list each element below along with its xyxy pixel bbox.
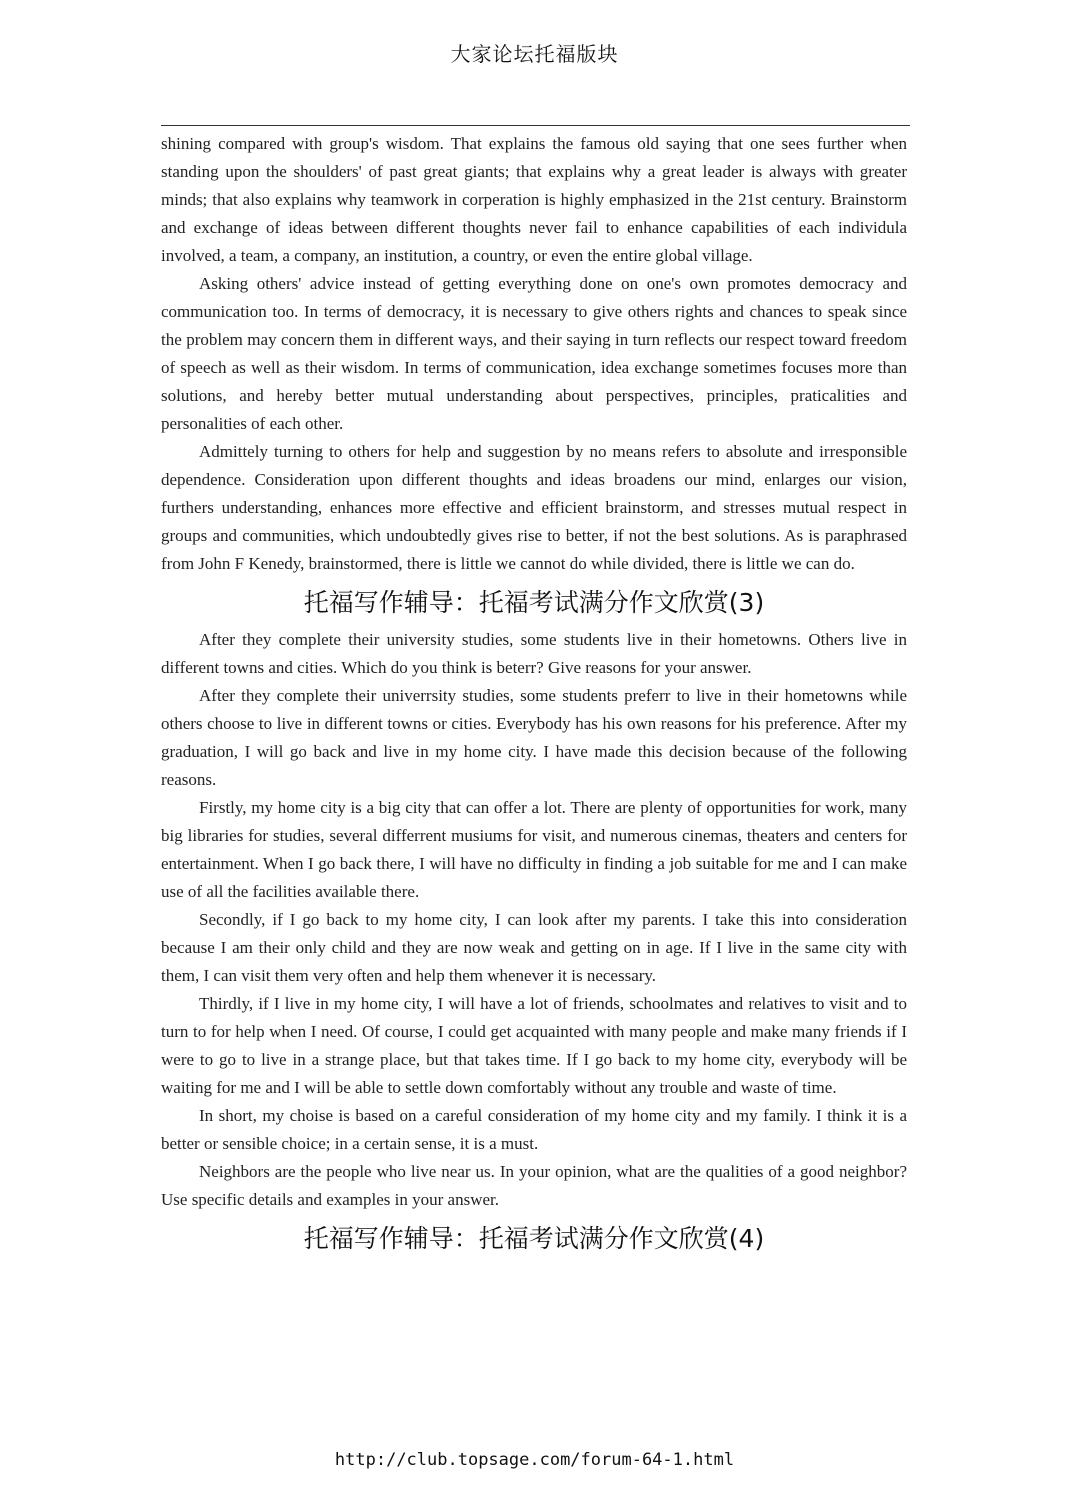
paragraph: Firstly, my home city is a big city that can offer a lot. There are plenty of opportunities for work, many big libraries for studies, several differrent musiums for visit, and numerous cinemas, theaters and centers for entertainment. When I go back there, I will have no difficulty in finding a job suitable for me and I can make use of all the facilities available there. — [161, 798, 907, 901]
paragraph: Admittely turning to others for help and suggestion by no means refers to absolute and irresponsible dependence. Consideration upon different thoughts and ideas broadens our mind, enlarges our vision, furthers understanding, enhances more effective and efficient brainstorm, and stresses mutual respect in groups and communities, which undoubtedly gives rise to better, if not the best solutions. As is paraphrased from John F Kenedy, brainstormed, there is little we cannot do while divided, there is little we can do. — [161, 442, 907, 573]
header-divider — [161, 125, 910, 126]
paragraph: Thirdly, if I live in my home city, I will have a lot of friends, schoolmates and relatives to visit and to turn to for help when I need. Of course, I could get acquainted with many people and make many friends if I were to go to live in a strange place, but that takes time. If I go back to my home city, everybody will be waiting for me and I will be able to settle down comfortably without any trouble and waste of time. — [161, 994, 907, 1097]
page-header-title: 大家论坛托福版块 — [450, 42, 619, 66]
section-heading-3: 托福写作辅导：托福考试满分作文欣赏(3) — [303, 588, 765, 617]
section-heading-4: 托福写作辅导：托福考试满分作文欣赏(4) — [303, 1224, 765, 1253]
document-body — [161, 130, 907, 1262]
essay-prompt: After they complete their university studies, some students live in their hometowns. Others live in different towns and cities. Which do you think is beterr? Give reasons for your answer. — [161, 630, 907, 677]
paragraph: In short, my choise is based on a careful consideration of my home city and my family. I think it is a better or sensible choice; in a certain sense, it is a must. — [161, 1106, 907, 1153]
footer-url[interactable]: http://club.topsage.com/forum-64-1.html — [334, 1450, 735, 1470]
essay-prompt: Neighbors are the people who live near us. In your opinion, what are the qualities of a good neighbor? Use specific details and examples in your answer. — [161, 1162, 907, 1209]
paragraph: Secondly, if I go back to my home city, I can look after my parents. I take this into consideration because I am their only child and they are now weak and getting on in age. If I live in the same city with them, I can visit them very often and help them whenever it is necessary. — [161, 910, 907, 985]
paragraph: After they complete their univerrsity studies, some students preferr to live in their hometowns while others choose to live in different towns or cities. Everybody has his own reasons for his preference. After my graduation, I will go back and live in my home city. I have made this decision because of the following reasons. — [161, 686, 907, 789]
paragraph-continuation: shining compared with group's wisdom. That explains the famous old saying that one sees further when standing upon the shoulders' of past great giants; that explains why a great leader is always with greater minds; that also explains why teamwork in corperation is highly emphasized in the 21st century. Brainstorm and exchange of ideas between different thoughts never fail to enhance capabilities of each individula involved, a team, a company, an institution, a country, or even the entire global village. — [161, 134, 907, 265]
paragraph: Asking others' advice instead of getting everything done on one's own promotes democracy and communication too. In terms of democracy, it is necessary to give others rights and chances to speak since the problem may concern them in different ways, and their saying in turn reflects our respect toward freedom of speech as well as their wisdom. In terms of communication, idea exchange sometimes focuses more than solutions, and hereby better mutual understanding about perspectives, principles, praticalities and personalities of each other. — [161, 274, 907, 433]
